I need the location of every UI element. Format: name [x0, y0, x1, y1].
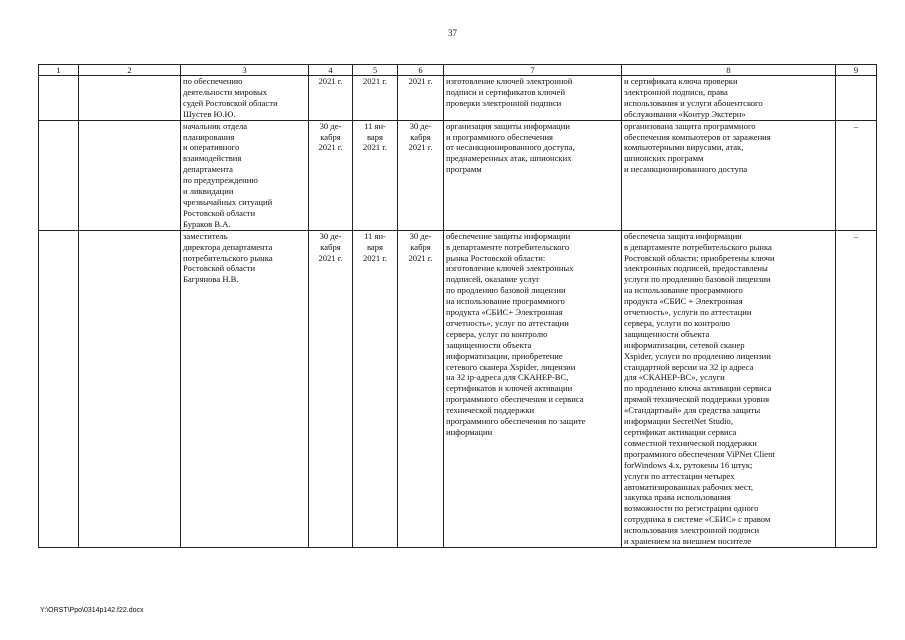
cell-text-line: forWindows 4.x, рутокены 16 штук;: [624, 459, 753, 470]
cell-start-date: [309, 120, 353, 230]
cell-text-line: организация защиты информации: [446, 120, 570, 131]
table-row: [39, 230, 877, 547]
cell-result: [622, 120, 836, 230]
cell-text-line: Ростовской области: [183, 263, 256, 274]
cell-text-line: и сертификата ключа проверки: [624, 76, 738, 86]
column-number-4: 4: [309, 65, 353, 76]
cell-text-line: информатизации, сетевой сканер: [624, 339, 745, 350]
cell-text-line: Ростовской области: [183, 207, 256, 218]
cell-text-line: по обеспечению: [183, 76, 243, 86]
cell-text-line: кабря: [410, 241, 431, 252]
document-file-path: Y:\ORST\Ppo\0314p142.f22.docx: [40, 607, 144, 614]
table-row: [39, 120, 877, 230]
cell-text-line: чрезвычайных ситуаций: [183, 196, 273, 207]
cell-text-line: Бураков В.А.: [183, 218, 231, 229]
cell-text-line: прямой технической поддержки уровня: [624, 394, 770, 405]
cell-text-line: –: [853, 230, 859, 241]
cell-text-line: на использование программного: [446, 296, 565, 307]
cell-text-line: Ростовской области: приобретены ключи: [624, 252, 775, 263]
cell-completion-date: [398, 230, 444, 547]
cell-text-line: «Стандартный» для средства защиты: [624, 405, 761, 416]
cell-responsible-person: [181, 76, 309, 121]
cell-text-line: судей Ростовской области: [183, 97, 278, 108]
column-number-1: 1: [39, 65, 79, 76]
cell-text-line: Шустев Ю.Ю.: [183, 108, 236, 119]
cell-text-line: продукта «СБИС+ Электронная: [446, 307, 563, 318]
cell-text-line: начальник отдела: [183, 120, 248, 131]
cell-text-line: 2021 г.: [318, 142, 343, 153]
cell-text-line: 2021 г.: [408, 76, 433, 86]
cell-text-line: обеспечения компьютеров от заражения: [624, 131, 771, 142]
cell-text-line: 2021 г.: [408, 252, 433, 263]
cell-text-line: подписи и сертификатов ключей: [446, 86, 566, 97]
cell-text-line: 30 де-: [409, 230, 432, 241]
cell-text-line: сотрудника в системе «СБИС» с правом: [624, 514, 771, 525]
cell-text-line: сервера, услуг по контролю: [446, 328, 548, 339]
cell-text-line: 30 де-: [319, 230, 342, 241]
cell-text-line: на 32 ip-адреса для СКАНЕР-ВС,: [446, 372, 569, 383]
cell-text-line: использования и услуги абонентского: [624, 97, 763, 108]
cell-text-line: компьютерными вирусами, атак,: [624, 142, 744, 153]
cell-text-line: планирования: [183, 131, 235, 142]
cell-text-line: деятельности мировых: [183, 86, 268, 97]
cell-text-line: программного обеспечения ViPNet Client: [624, 448, 775, 459]
cell-text-line: сертификат активации сервиса: [624, 427, 737, 437]
cell-text-line: рынка Ростовской области:: [446, 252, 546, 263]
cell-text-line: преднамеренных атак, шпионских: [446, 153, 572, 164]
cell-text-line: 2021 г.: [318, 252, 343, 263]
cell-text-line: изготовление ключей электронной: [446, 76, 573, 86]
cell-responsible-person: [181, 120, 309, 230]
cell-text-line: директора департамента: [183, 241, 273, 252]
column-number-5: 5: [353, 65, 398, 76]
cell-text-line: варя: [366, 241, 383, 252]
cell-text-line: проверки электронной подписи: [446, 97, 562, 108]
cell-text-line: программного обеспечения и сервиса: [446, 394, 584, 405]
cell-text-line: обеспечена защита информации: [624, 230, 742, 241]
cell-text-line: автоматизированных рабочих мест,: [624, 481, 753, 492]
cell-result: [622, 76, 836, 121]
cell-text-line: сетевого сканера Xspider, лицензии: [446, 361, 576, 372]
cell-text-line: кабря: [410, 131, 431, 142]
cell-measure: [79, 120, 181, 230]
cell-text-line: информатизации, приобретение: [446, 350, 563, 361]
cell-text-line: технической поддержки: [446, 405, 535, 416]
column-number-2: 2: [79, 65, 181, 76]
cell-text-line: изготовление ключей электронных: [446, 263, 574, 274]
cell-text-line: заместитель: [183, 230, 228, 241]
cell-text-line: шпионских программ: [624, 153, 704, 164]
cell-text-line: сервера, услуги по контролю: [624, 317, 730, 328]
column-number-8: 8: [622, 65, 836, 76]
cell-text-line: возможности по регистрации одного: [624, 503, 759, 514]
cell-start-date: [309, 230, 353, 547]
cell-text-line: на использование программного: [624, 285, 743, 296]
cell-note: [836, 120, 877, 230]
cell-end-date: [353, 120, 398, 230]
cell-text-line: Багрянова Н.В.: [183, 274, 239, 285]
column-number-3: 3: [181, 65, 309, 76]
cell-text-line: подписей, оказание услуг: [446, 274, 540, 285]
cell-text-line: защищенности объекта: [624, 328, 710, 339]
cell-text-line: электронной подписи, права: [624, 86, 728, 97]
report-table: [38, 64, 877, 548]
cell-text-line: информации: [446, 427, 493, 437]
cell-measure: [79, 76, 181, 121]
column-header-row: [39, 65, 877, 76]
cell-text-line: и хранением на внешнем носителе: [624, 536, 752, 547]
cell-text-line: –: [853, 120, 859, 131]
column-number-9: 9: [836, 65, 877, 76]
cell-text-line: и оперативного: [183, 142, 240, 153]
cell-text-line: продукта «СБИС + Электронная: [624, 296, 743, 307]
cell-planned-action: [444, 230, 622, 547]
cell-measure: [79, 230, 181, 547]
cell-text-line: в департаменте потребительского рынка: [624, 241, 772, 252]
cell-note: [836, 230, 877, 547]
cell-text-line: Xspider, услуги по продлению лицензии: [624, 350, 771, 361]
cell-text-line: использования электронной подписи: [624, 525, 760, 536]
cell-text-line: программного обеспечения по защите: [446, 416, 586, 427]
cell-text-line: 2021 г.: [408, 142, 433, 153]
cell-text-line: совместной технической поддержки: [624, 437, 757, 448]
cell-text-line: 30 де-: [319, 120, 342, 131]
cell-text-line: защищенности объекта: [446, 339, 532, 350]
cell-text-line: кабря: [320, 131, 341, 142]
cell-text-line: взаимодействия: [183, 153, 242, 164]
page-number: 37: [448, 28, 457, 38]
cell-responsible-person: [181, 230, 309, 547]
cell-text-line: стандартной версии на 32 ip адреса: [624, 361, 754, 372]
cell-text-line: закупка права использования: [624, 492, 731, 503]
cell-text-line: в департаменте потребительского: [446, 241, 570, 252]
cell-text-line: обеспечение защиты информации: [446, 230, 571, 241]
cell-text-line: 2021 г.: [318, 76, 343, 86]
cell-completion-date: [398, 120, 444, 230]
cell-text-line: программ: [446, 164, 482, 175]
cell-text-line: отчетность», услуг по аттестации: [446, 317, 569, 328]
cell-text-line: по продлению базовой лицензии: [446, 285, 566, 296]
cell-text-line: электронных подписей, предоставлены: [624, 263, 768, 274]
cell-text-line: 11 ян-: [364, 230, 386, 241]
cell-text-line: 2021 г.: [362, 76, 388, 86]
cell-row-number: [39, 120, 79, 230]
cell-text-line: информации SecretNet Studio,: [624, 416, 733, 427]
cell-text-line: варя: [366, 131, 383, 142]
cell-text-line: 2021 г.: [362, 142, 388, 153]
cell-note: [836, 76, 877, 121]
cell-text-line: услуги по аттестации четырех: [624, 470, 735, 481]
cell-text-line: 30 де-: [409, 120, 432, 131]
table-row: [39, 76, 877, 121]
column-number-7: 7: [444, 65, 622, 76]
cell-planned-action: [444, 120, 622, 230]
cell-completion-date: [398, 76, 444, 121]
cell-text-line: и программного обеспечения: [446, 131, 553, 142]
cell-text-line: кабря: [320, 241, 341, 252]
cell-text-line: по продлению ключа активации сервиса: [624, 383, 772, 394]
column-number-6: 6: [398, 65, 444, 76]
cell-text-line: отчетность», услуги по аттестации: [624, 307, 752, 318]
cell-start-date: [309, 76, 353, 121]
cell-row-number: [39, 76, 79, 121]
cell-text-line: потребительского рынка: [183, 252, 273, 263]
cell-text-line: от несанкционированного доступа,: [446, 142, 575, 153]
cell-planned-action: [444, 76, 622, 121]
cell-text-line: по предупреждению: [183, 175, 258, 186]
cell-end-date: [353, 230, 398, 547]
cell-text-line: организована защита программного: [624, 120, 756, 131]
cell-text-line: сертификатов и ключей активации: [446, 383, 573, 394]
cell-text-line: 2021 г.: [362, 252, 388, 263]
cell-text-line: и несанкционированного доступа: [624, 164, 748, 175]
cell-row-number: [39, 230, 79, 547]
cell-text-line: для «СКАНЕР-ВС», услуги: [624, 372, 725, 383]
cell-end-date: [353, 76, 398, 121]
cell-result: [622, 230, 836, 547]
cell-text-line: услуги по продлению базовой лицензии: [624, 274, 771, 285]
cell-text-line: обслуживания «Контур Экстерн»: [624, 108, 746, 119]
cell-text-line: департамента: [183, 164, 233, 175]
cell-text-line: 11 ян-: [364, 120, 386, 131]
cell-text-line: и ликвидации: [183, 186, 234, 197]
